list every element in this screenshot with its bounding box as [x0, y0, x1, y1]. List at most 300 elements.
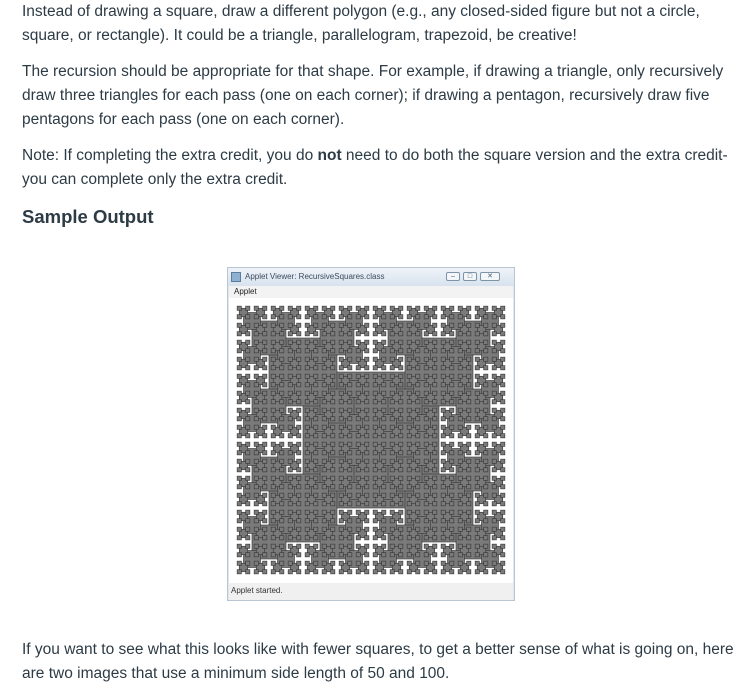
fractal-square	[399, 315, 403, 319]
fractal-square	[382, 536, 386, 540]
fractal-square	[433, 340, 437, 344]
fractal-square	[322, 332, 326, 336]
fractal-square	[424, 553, 428, 557]
fractal-square	[390, 451, 394, 455]
fractal-square	[441, 408, 445, 412]
fractal-square	[297, 468, 301, 472]
fractal-square	[390, 417, 394, 421]
fractal-square	[424, 374, 428, 378]
fractal-square	[416, 417, 420, 421]
fractal-square	[416, 366, 420, 370]
fractal-square	[288, 400, 292, 404]
fractal-square	[322, 493, 326, 497]
fractal-square	[475, 315, 479, 319]
fractal-square	[356, 417, 360, 421]
fractal-square	[246, 323, 250, 327]
fractal-square	[407, 306, 411, 310]
fractal-square	[314, 570, 318, 574]
fractal-square	[271, 536, 275, 540]
fractal-square	[407, 315, 411, 319]
fractal-square	[450, 434, 454, 438]
fractal-square	[254, 451, 258, 455]
fractal-square	[246, 459, 250, 463]
fractal-square	[467, 468, 471, 472]
fractal-square	[263, 315, 267, 319]
fractal-square	[348, 451, 352, 455]
fractal-square	[246, 544, 250, 548]
fractal-square	[331, 570, 335, 574]
fractal-square	[322, 391, 326, 395]
fractal-square	[263, 553, 267, 557]
fractal-square	[484, 366, 488, 370]
fractal-square	[450, 340, 454, 344]
fractal-square	[365, 468, 369, 472]
fractal-square	[280, 527, 284, 531]
fractal-square	[271, 519, 275, 523]
fractal-square	[348, 442, 352, 446]
fractal-square	[305, 459, 309, 463]
fractal-square	[339, 468, 343, 472]
applet-statusbar	[229, 583, 513, 600]
fractal-square	[331, 417, 335, 421]
fractal-square	[314, 417, 318, 421]
fractal-square	[399, 400, 403, 404]
fractal-square	[407, 527, 411, 531]
fractal-square	[424, 417, 428, 421]
fractal-square	[339, 544, 343, 548]
fractal-square	[450, 544, 454, 548]
fractal-square	[271, 357, 275, 361]
instructions-paragraph-2: The recursion should be appropriate for that shape. For example, if drawing a triangle, only recursively draw three triangles for each pass (one on each corner); if drawing a pentagon, recursively draw five pentagons for each pass (one on each corner).	[22, 63, 724, 128]
fractal-square	[382, 425, 386, 429]
fractal-square	[288, 527, 292, 531]
instructions-paragraph-1: Instead of drawing a square, draw a different polygon (e.g., any closed-sided figure but not a circle, square, or rectangle). It could be a triangle, parallelogram, trapezoid, be creative!	[22, 3, 700, 44]
fractal-square	[348, 366, 352, 370]
fractal-square	[339, 408, 343, 412]
fractal-square	[501, 502, 505, 506]
fractal-square	[288, 306, 292, 310]
fractal-square	[263, 366, 267, 370]
fractal-square	[297, 527, 301, 531]
fractal-square	[348, 383, 352, 387]
fractal-square	[501, 332, 505, 336]
fractal-square	[305, 536, 309, 540]
fractal-square	[365, 553, 369, 557]
fractal-square	[271, 349, 275, 353]
fractal-square	[501, 349, 505, 353]
fractal-square	[458, 553, 462, 557]
fractal-square	[305, 519, 309, 523]
fractal-square	[441, 519, 445, 523]
fractal-square	[339, 425, 343, 429]
fractal-square	[297, 349, 301, 353]
fractal-square	[424, 434, 428, 438]
fractal-square	[450, 536, 454, 540]
fractal-square	[382, 315, 386, 319]
fractal-square	[339, 536, 343, 540]
fractal-square	[441, 527, 445, 531]
fractal-square	[390, 425, 394, 429]
fractal-square	[322, 519, 326, 523]
fractal-square	[305, 476, 309, 480]
fractal-square	[450, 493, 454, 497]
fractal-square	[246, 434, 250, 438]
fractal-square	[484, 391, 488, 395]
note-paragraph	[22, 144, 734, 192]
fractal-square	[407, 570, 411, 574]
fractal-square	[441, 510, 445, 514]
fractal-square	[297, 485, 301, 489]
fractal-square	[263, 442, 267, 446]
fractal-square	[416, 451, 420, 455]
fractal-square	[280, 391, 284, 395]
fractal-square	[441, 306, 445, 310]
fractal-square	[433, 400, 437, 404]
fractal-square	[373, 570, 377, 574]
fractal-square	[382, 366, 386, 370]
fractal-square	[390, 527, 394, 531]
fractal-square	[382, 374, 386, 378]
fractal-square	[356, 451, 360, 455]
fractal-square	[263, 468, 267, 472]
fractal-square	[373, 425, 377, 429]
fractal-square	[467, 306, 471, 310]
fractal-square	[331, 553, 335, 557]
fractal-square	[399, 366, 403, 370]
fractal-square	[280, 536, 284, 540]
fractal-square	[365, 315, 369, 319]
fractal-square	[475, 527, 479, 531]
fractal-square	[416, 459, 420, 463]
fractal-square	[356, 553, 360, 557]
fractal-square	[280, 349, 284, 353]
fractal-square	[450, 323, 454, 327]
fractal-square	[492, 332, 496, 336]
fractal-square	[373, 519, 377, 523]
fractal-square	[263, 561, 267, 565]
fractal-square	[314, 349, 318, 353]
fractal-square	[382, 332, 386, 336]
fractal-square	[348, 510, 352, 514]
fractal-square	[314, 374, 318, 378]
fractal-square	[484, 315, 488, 319]
fractal-square	[254, 425, 258, 429]
fractal-square	[280, 323, 284, 327]
fractal-square	[467, 451, 471, 455]
fractal-square	[450, 349, 454, 353]
fractal-square	[416, 476, 420, 480]
fractal-square	[458, 323, 462, 327]
fractal-square	[254, 340, 258, 344]
fractal-square	[237, 425, 241, 429]
fractal-square	[263, 332, 267, 336]
fractal-square	[492, 510, 496, 514]
fractal-square	[237, 332, 241, 336]
fractal-square	[288, 408, 292, 412]
fractal-square	[297, 340, 301, 344]
fractal-square	[475, 383, 479, 387]
fractal-square	[441, 459, 445, 463]
fractal-square	[475, 561, 479, 565]
fractal-square	[254, 468, 258, 472]
fractal-square	[322, 383, 326, 387]
fractal-square	[263, 451, 267, 455]
fractal-square	[314, 544, 318, 548]
fractal-square	[373, 476, 377, 480]
fractal-square	[450, 383, 454, 387]
fractal-square	[331, 340, 335, 344]
fractal-square	[416, 570, 420, 574]
fractal-square	[339, 442, 343, 446]
applet-window-title: Applet Viewer: RecursiveSquares.class	[245, 272, 385, 281]
fractal-square	[433, 459, 437, 463]
fractal-square	[365, 544, 369, 548]
fractal-square	[458, 510, 462, 514]
fractal-square	[424, 561, 428, 565]
fractal-square	[305, 485, 309, 489]
fractal-square	[365, 323, 369, 327]
fractal-square	[416, 306, 420, 310]
note-emphasis: not	[317, 147, 342, 164]
fractal-square	[263, 570, 267, 574]
fractal-square	[373, 340, 377, 344]
fractal-square	[450, 527, 454, 531]
fractal-square	[390, 485, 394, 489]
fractal-square	[246, 553, 250, 557]
fractal-square	[467, 332, 471, 336]
fractal-square	[441, 570, 445, 574]
fractal-square	[424, 570, 428, 574]
fractal-square	[237, 570, 241, 574]
fractal-square	[467, 349, 471, 353]
fractal-square	[263, 476, 267, 480]
fractal-square	[416, 340, 420, 344]
fractal-square	[390, 459, 394, 463]
fractal-square	[424, 425, 428, 429]
fractal-square	[407, 468, 411, 472]
fractal-square	[365, 306, 369, 310]
fractal-square	[450, 357, 454, 361]
fractal-square	[467, 340, 471, 344]
fractal-square	[373, 315, 377, 319]
fractal-square	[331, 425, 335, 429]
note-text-start: Note: If completing the extra credit, you do	[22, 147, 318, 164]
fractal-square	[271, 459, 275, 463]
fractal-square	[322, 434, 326, 438]
fractal-square	[390, 366, 394, 370]
fractal-square	[492, 485, 496, 489]
fractal-square	[450, 417, 454, 421]
fractal-square	[348, 349, 352, 353]
fractal-square	[484, 340, 488, 344]
fractal-square	[424, 536, 428, 540]
fractal-square	[407, 323, 411, 327]
fractal-square	[322, 502, 326, 506]
fractal-square	[416, 536, 420, 540]
fractal-square	[322, 553, 326, 557]
fractal-square	[399, 374, 403, 378]
fractal-square	[348, 374, 352, 378]
fractal-square	[246, 442, 250, 446]
fractal-square	[475, 349, 479, 353]
fractal-square	[339, 561, 343, 565]
fractal-square	[305, 553, 309, 557]
fractal-square	[246, 340, 250, 344]
fractal-square	[288, 570, 292, 574]
fractal-square	[297, 476, 301, 480]
fractal-square	[263, 374, 267, 378]
fractal-square	[322, 366, 326, 370]
fractal-square	[237, 323, 241, 327]
fractal-square	[365, 570, 369, 574]
fractal-square	[305, 502, 309, 506]
fractal-square	[433, 519, 437, 523]
fractal-square	[399, 434, 403, 438]
fractal-square	[246, 425, 250, 429]
fractal-square	[237, 519, 241, 523]
fractal-square	[407, 408, 411, 412]
fractal-square	[305, 493, 309, 497]
fractal-square	[450, 366, 454, 370]
fractal-square	[441, 561, 445, 565]
fractal-square	[433, 315, 437, 319]
fractal-square	[280, 442, 284, 446]
fractal-square	[407, 383, 411, 387]
fractal-square	[322, 544, 326, 548]
fractal-square	[416, 510, 420, 514]
fractal-square	[390, 561, 394, 565]
fractal-square	[382, 400, 386, 404]
fractal-square	[458, 519, 462, 523]
fractal-square	[373, 366, 377, 370]
fractal-square	[433, 442, 437, 446]
fractal-square	[424, 391, 428, 395]
fractal-square	[263, 536, 267, 540]
fractal-square	[322, 561, 326, 565]
fractal-square	[288, 561, 292, 565]
fractal-square	[382, 510, 386, 514]
fractal-square	[390, 434, 394, 438]
fractal-square	[492, 383, 496, 387]
fractal-square	[322, 417, 326, 421]
fractal-square	[288, 544, 292, 548]
fractal-square	[348, 323, 352, 327]
fractal-square	[237, 459, 241, 463]
fractal-square	[424, 476, 428, 480]
fractal-square	[314, 391, 318, 395]
fractal-square	[399, 527, 403, 531]
fractal-square	[458, 391, 462, 395]
fractal-square	[458, 502, 462, 506]
fractal-square	[467, 459, 471, 463]
fractal-square	[458, 451, 462, 455]
fractal-square	[331, 383, 335, 387]
fractal-square	[475, 340, 479, 344]
fractal-square	[433, 544, 437, 548]
fractal-square	[271, 425, 275, 429]
fractal-square	[441, 553, 445, 557]
fractal-square	[424, 442, 428, 446]
fractal-square	[348, 340, 352, 344]
fractal-square	[339, 391, 343, 395]
fractal-square	[441, 357, 445, 361]
fractal-square	[305, 315, 309, 319]
fractal-square	[339, 459, 343, 463]
applet-screenshot	[227, 267, 515, 601]
fractal-square	[416, 332, 420, 336]
fractal-square	[271, 553, 275, 557]
fractal-square	[373, 468, 377, 472]
fractal-square	[484, 570, 488, 574]
fractal-square	[305, 570, 309, 574]
fractal-square	[407, 519, 411, 523]
fractal-square	[348, 468, 352, 472]
fractal-square	[246, 527, 250, 531]
fractal-square	[399, 493, 403, 497]
fractal-square	[450, 561, 454, 565]
fractal-square	[416, 408, 420, 412]
fractal-square	[322, 357, 326, 361]
fractal-square	[297, 306, 301, 310]
fractal-square	[305, 425, 309, 429]
fractal-square	[441, 323, 445, 327]
fractal-square	[475, 544, 479, 548]
fractal-square	[441, 391, 445, 395]
fractal-square	[280, 493, 284, 497]
fractal-square	[484, 417, 488, 421]
fractal-square	[399, 510, 403, 514]
fractal-square	[450, 425, 454, 429]
fractal-square	[348, 417, 352, 421]
fractal-square	[271, 442, 275, 446]
fractal-square	[246, 417, 250, 421]
fractal-square	[390, 502, 394, 506]
fractal-square	[458, 315, 462, 319]
fractal-square	[271, 510, 275, 514]
fractal-square	[288, 315, 292, 319]
fractal-square	[467, 561, 471, 565]
fractal-square	[339, 306, 343, 310]
fractal-square	[484, 442, 488, 446]
fractal-square	[263, 400, 267, 404]
fractal-square	[246, 536, 250, 540]
fractal-square	[263, 306, 267, 310]
fractal-square	[484, 323, 488, 327]
fractal-square	[407, 451, 411, 455]
fractal-square	[441, 502, 445, 506]
fractal-square	[365, 400, 369, 404]
fractal-square	[254, 315, 258, 319]
fractal-square	[254, 527, 258, 531]
fractal-square	[314, 536, 318, 540]
fractal-square	[314, 323, 318, 327]
fractal-square	[501, 451, 505, 455]
fractal-square	[475, 476, 479, 480]
fractal-square	[246, 366, 250, 370]
fractal-square	[237, 544, 241, 548]
fractal-square	[390, 323, 394, 327]
fractal-square	[475, 536, 479, 540]
fractal-square	[246, 332, 250, 336]
fractal-square	[399, 459, 403, 463]
fractal-square	[271, 400, 275, 404]
fractal-square	[280, 425, 284, 429]
fractal-square	[433, 306, 437, 310]
fractal-square	[348, 434, 352, 438]
fractal-square	[424, 349, 428, 353]
fractal-square	[237, 340, 241, 344]
fractal-square	[416, 502, 420, 506]
